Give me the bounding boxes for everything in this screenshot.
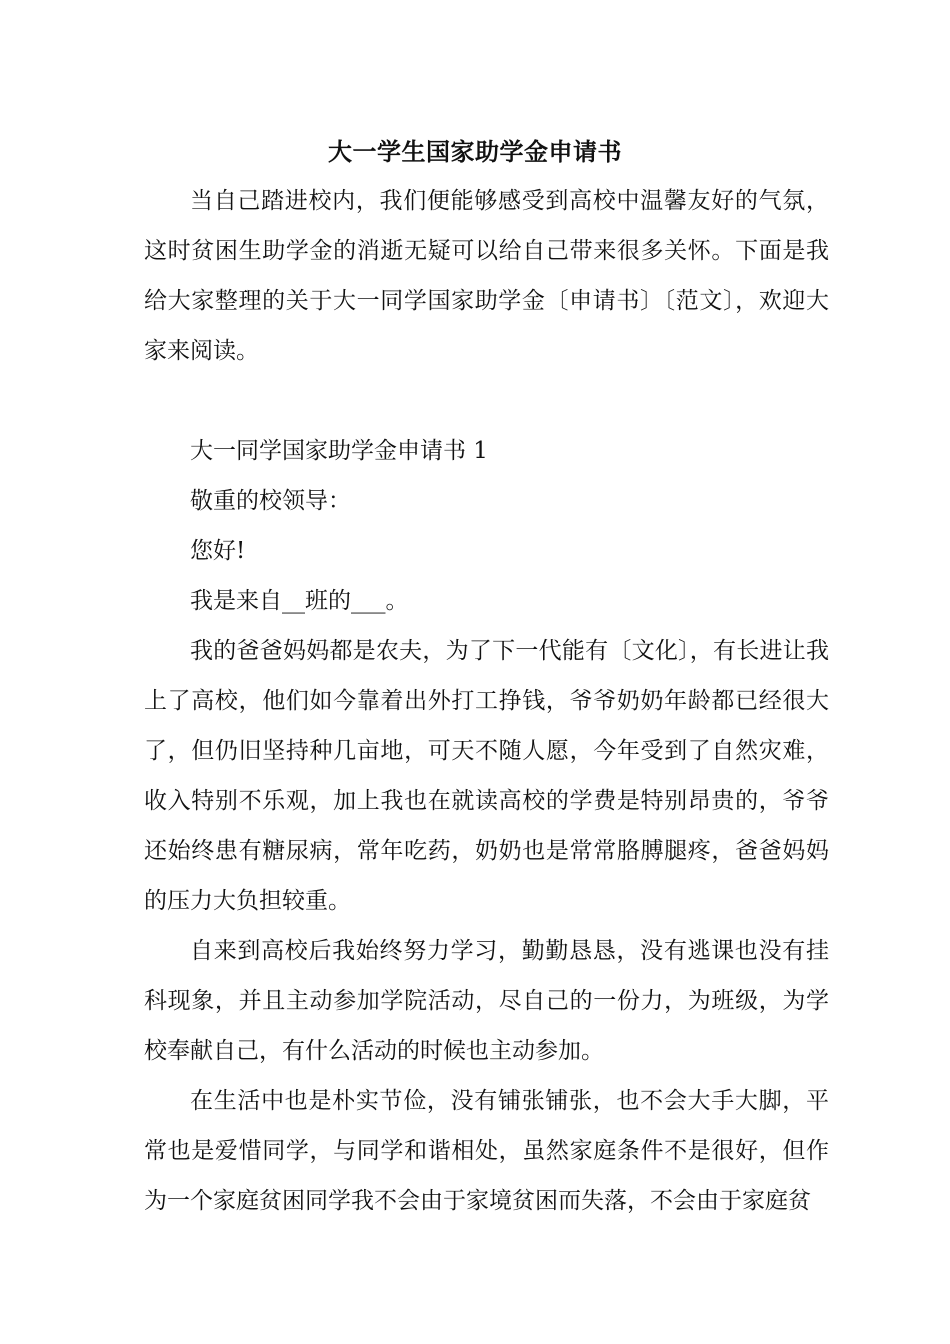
life-paragraph: 在生活中也是朴实节俭，没有铺张铺张，也不会大手大脚，平常也是爱惜同学，与同学和谐相处，虽然家庭条件不是很好，但作为一个家庭贫困同学我不会由于家境贫困而失落，不会由于家庭贫 (144, 1088, 829, 1214)
section-heading: 大一同学国家助学金申请书 1 (190, 438, 488, 464)
page-title: 大一学生国家助学金申请书 (328, 137, 622, 166)
greeting: 您好! (190, 538, 246, 564)
family-paragraph: 我的爸爸妈妈都是农夫，为了下一代能有〔文化〕，有长进让我上了高校，他们如今靠着出外打工挣钱，爷爷奶奶年龄都已经很大了，但仍旧坚持种几亩地，可天不随人愿，今年受到了自然灾难，收入特别不乐观，加上我也在就读高校的学费是特别昂贵的，爷爷还始终患有糖尿病，常年吃药，奶奶也是常常胳膊腿疼，爸爸妈妈的压力大负担较重。 (144, 638, 829, 914)
document-body (144, 176, 829, 1226)
study-paragraph: 自来到高校后我始终努力学习，勤勤恳恳，没有逃课也没有挂科现象，并且主动参加学院活动，尽自己的一份力，为班级，为学校奉献自己，有什么活动的时候也主动参加。 (144, 938, 829, 1064)
intro-paragraph: 当自己踏进校内，我们便能够感受到高校中温馨友好的气氛，这时贫困生助学金的消逝无疑可以给自己带来很多关怀。下面是我给大家整理的关于大一同学国家助学金〔申请书〕〔范文〕，欢迎大家来阅读。 (144, 188, 829, 364)
self-introduction: 我是来自__班的___。 (190, 588, 409, 614)
salutation: 敬重的校领导： (190, 488, 351, 514)
blank-line (144, 376, 829, 426)
